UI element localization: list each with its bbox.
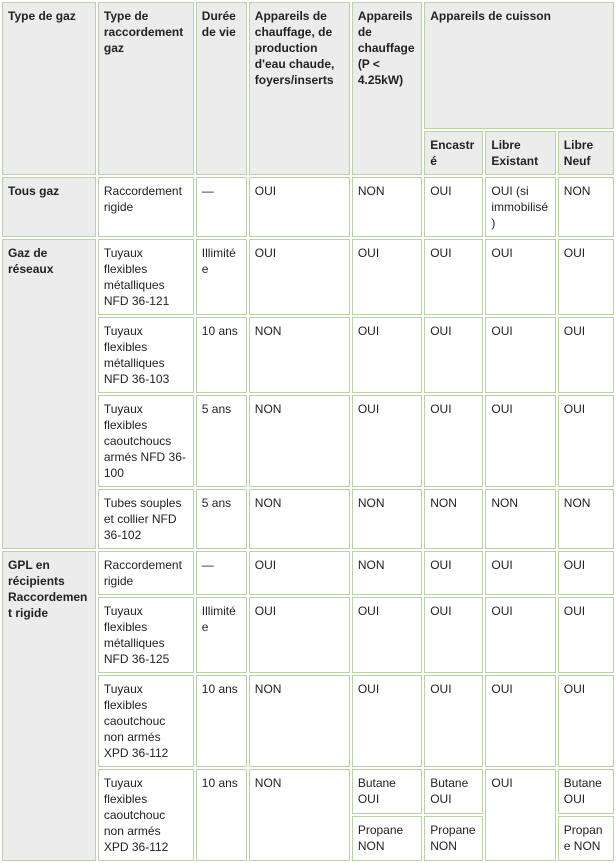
cell-libre-neuf-propane: Propane NON — [558, 816, 614, 861]
header-type-raccordement: Type de raccordement gaz — [98, 2, 194, 175]
cell-libre-neuf: NON — [558, 489, 614, 549]
cell-duree: 10 ans — [196, 317, 247, 393]
cell-libre-neuf-butane: Butane OUI — [558, 769, 614, 814]
cell-encastre: NON — [424, 489, 483, 549]
cell-encastre: OUI — [424, 597, 483, 673]
cell-type: Tuyaux flexibles caoutchoucs armés NFD 36-100 — [98, 395, 194, 487]
header-encastre: Encastré — [424, 131, 483, 175]
cell-duree: — — [196, 177, 247, 237]
cell-chauffage: NON — [249, 395, 350, 487]
cell-libre-existant: OUI — [485, 395, 555, 487]
cell-libre-neuf: OUI — [558, 551, 614, 595]
cell-encastre: OUI — [424, 395, 483, 487]
cell-encastre-propane: Propane NON — [424, 816, 483, 861]
cell-type: Tuyaux flexibles caoutchouc non armés XPD 36-112 — [98, 769, 194, 861]
cell-chauffage-p-propane: Propane NON — [352, 816, 422, 861]
header-type-gaz: Type de gaz — [2, 2, 96, 175]
cell-type: Tuyaux flexibles caoutchouc non armés XPD 36-112 — [98, 675, 194, 767]
cell-libre-existant: OUI — [485, 317, 555, 393]
cell-duree: — — [196, 551, 247, 595]
cell-encastre: OUI — [424, 551, 483, 595]
cell-duree: 10 ans — [196, 675, 247, 767]
cell-type: Raccordement rigide — [98, 551, 194, 595]
header-appareils-chauffage: Appareils de chauffage, de production d'eau chaude, foyers/inserts — [249, 2, 350, 175]
cell-libre-existant: OUI — [485, 769, 555, 861]
cell-chauffage: NON — [249, 675, 350, 767]
table-row — [2, 177, 614, 237]
cell-encastre: OUI — [424, 675, 483, 767]
cell-chauffage: OUI — [249, 597, 350, 673]
cell-type: Tubes souples et collier NFD 36-102 — [98, 489, 194, 549]
cell-type: Tuyaux flexibles métalliques NFD 36-103 — [98, 317, 194, 393]
cell-chauffage-p: OUI — [352, 395, 422, 487]
cell-chauffage-p: OUI — [352, 675, 422, 767]
cell-chauffage: NON — [249, 489, 350, 549]
header-row — [2, 2, 614, 129]
cell-chauffage: OUI — [249, 239, 350, 315]
table-row — [2, 239, 614, 315]
cell-duree: 10 ans — [196, 769, 247, 861]
cell-duree: Illimitée — [196, 597, 247, 673]
cell-libre-neuf: OUI — [558, 395, 614, 487]
cell-chauffage-p: OUI — [352, 597, 422, 673]
cell-duree: 5 ans — [196, 489, 247, 549]
cell-libre-existant: OUI — [485, 597, 555, 673]
cell-chauffage: NON — [249, 317, 350, 393]
header-duree: Durée de vie — [196, 2, 247, 175]
cell-libre-neuf: OUI — [558, 597, 614, 673]
cell-encastre-butane: Butane OUI — [424, 769, 483, 814]
group-tous-gaz: Tous gaz — [2, 177, 96, 237]
cell-chauffage: OUI — [249, 177, 350, 237]
header-libre-neuf: Libre Neuf — [558, 131, 614, 175]
cell-libre-existant: OUI — [485, 551, 555, 595]
cell-libre-existant: OUI (si immobilisé) — [485, 177, 555, 237]
cell-chauffage-p: OUI — [352, 317, 422, 393]
cell-type: Raccordement rigide — [98, 177, 194, 237]
cell-type: Tuyaux flexibles métalliques NFD 36-121 — [98, 239, 194, 315]
table-row — [2, 551, 614, 595]
cell-libre-neuf: OUI — [558, 675, 614, 767]
cell-libre-existant: OUI — [485, 675, 555, 767]
group-gaz-reseaux: Gaz de réseaux — [2, 239, 96, 549]
group-gpl: GPL en récipients Raccordement rigide — [2, 551, 96, 861]
cell-chauffage-p: NON — [352, 177, 422, 237]
cell-chauffage-p: NON — [352, 551, 422, 595]
cell-libre-neuf: OUI — [558, 239, 614, 315]
cell-chauffage: NON — [249, 769, 350, 861]
header-libre-existant: Libre Existant — [485, 131, 555, 175]
cell-duree: Illimitée — [196, 239, 247, 315]
cell-libre-neuf: NON — [558, 177, 614, 237]
cell-libre-neuf: OUI — [558, 317, 614, 393]
cell-type: Tuyaux flexibles métalliques NFD 36-125 — [98, 597, 194, 673]
cell-encastre: OUI — [424, 317, 483, 393]
cell-libre-existant: OUI — [485, 239, 555, 315]
cell-encastre: OUI — [424, 239, 483, 315]
header-appareils-chauffage-p: Appareils de chauffage (P < 4.25kW) — [352, 2, 422, 175]
cell-chauffage-p: OUI — [352, 239, 422, 315]
cell-encastre: OUI — [424, 177, 483, 237]
cell-chauffage: OUI — [249, 551, 350, 595]
cell-chauffage-p-butane: Butane OUI — [352, 769, 422, 814]
cell-chauffage-p: NON — [352, 489, 422, 549]
cell-duree: 5 ans — [196, 395, 247, 487]
header-appareils-cuisson: Appareils de cuisson — [424, 2, 614, 129]
cell-libre-existant: NON — [485, 489, 555, 549]
